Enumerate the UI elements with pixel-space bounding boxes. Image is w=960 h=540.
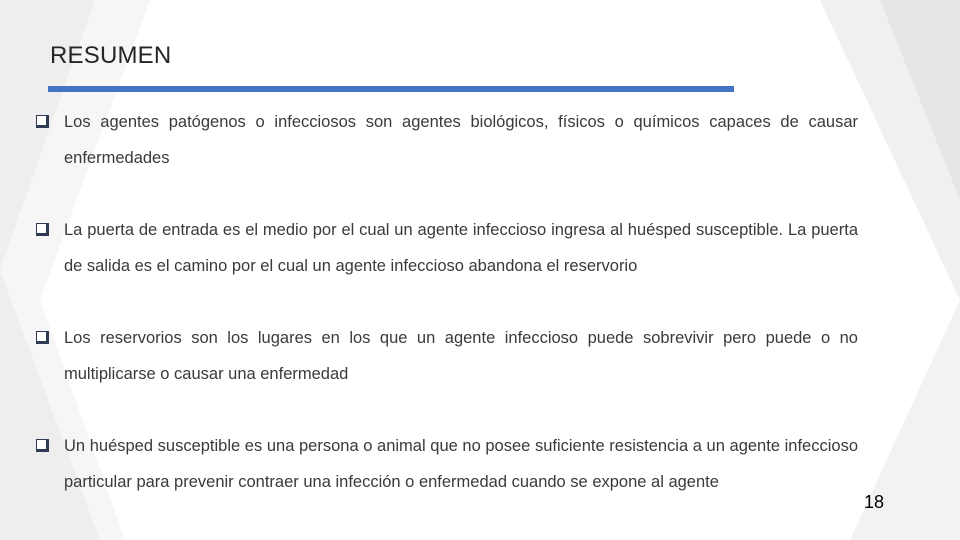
bullet-item — [36, 320, 858, 392]
title-underline — [48, 86, 734, 92]
bullet-item — [36, 428, 858, 500]
bullet-text: Un huésped susceptible es una persona o animal que no posee suficiente resistencia a un agente infeccioso particular para prevenir contraer una infección o enfermedad cuando se expone al agente — [64, 437, 858, 491]
page-number: 18 — [864, 492, 885, 512]
bullet-item — [36, 104, 858, 176]
bullet-text: Los reservorios son los lugares en los que un agente infeccioso puede sobrevivir pero puede o no multiplicarse o causar una enfermedad — [64, 329, 858, 383]
hollow-square-bullet-icon — [36, 439, 49, 452]
bullet-text: Los agentes patógenos o infecciosos son agentes biológicos, físicos o químicos capaces de causar enfermedades — [64, 113, 858, 167]
slide-title: RESUMEN — [50, 42, 172, 69]
hollow-square-bullet-icon — [36, 223, 49, 236]
bullet-item — [36, 212, 858, 284]
hollow-square-bullet-icon — [36, 331, 49, 344]
bullet-list — [36, 104, 858, 500]
hollow-square-bullet-icon — [36, 115, 49, 128]
bullet-text: La puerta de entrada es el medio por el cual un agente infeccioso ingresa al huésped susceptible. La puerta de salida es el camino por el cual un agente infeccioso abandona el reservorio — [64, 221, 858, 275]
